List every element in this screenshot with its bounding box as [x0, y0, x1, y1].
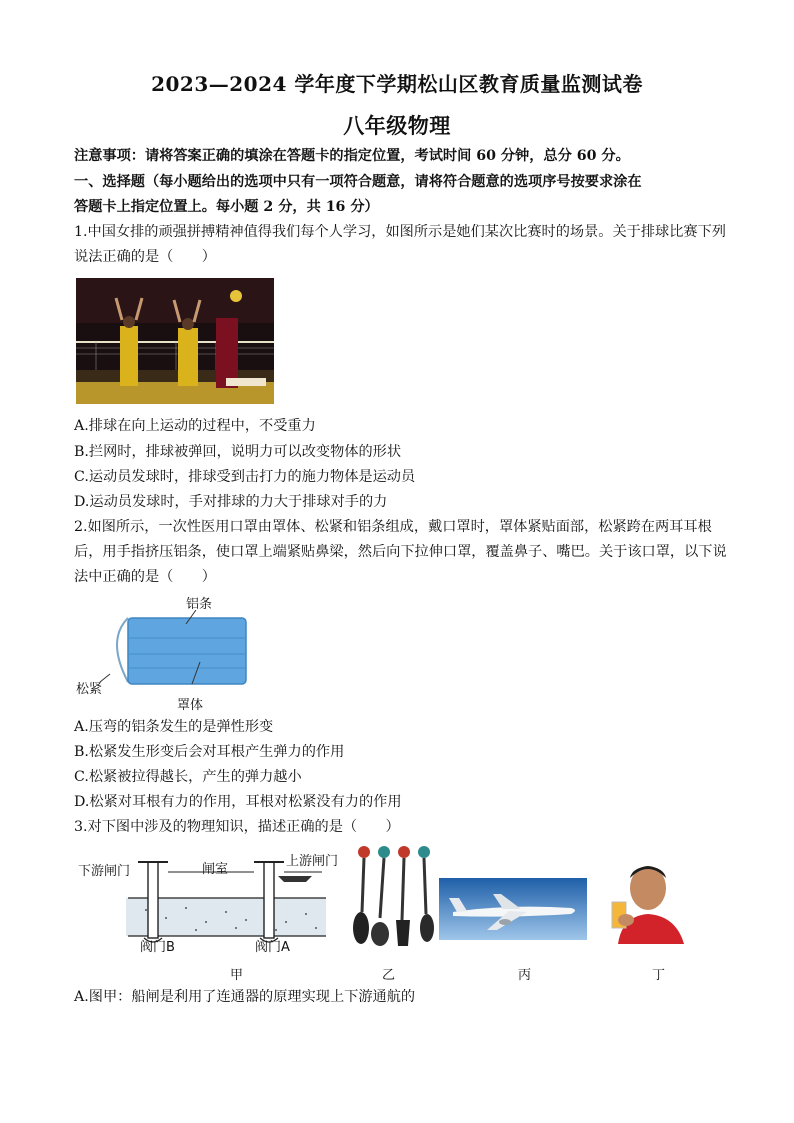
q2-option-d: D.松紧对耳根有力的作用，耳根对松紧没有力的作用 — [74, 794, 402, 810]
volleyball-photo — [76, 278, 274, 404]
q3-option-a: A.图甲：船闸是利用了连通器的原理实现上下游通航的 — [74, 989, 416, 1005]
exam-title: 2023—2024 学年度下学期松山区教育质量监测试卷 — [151, 72, 643, 96]
q2-option-c: C.松紧被拉得越长，产生的弹力越小 — [74, 769, 302, 785]
label-mask-body: 罩体 — [177, 698, 204, 713]
notice-text: 注意事项：请将答案正确的填涂在答题卡的指定位置，考试时间 60 分钟，总分 60 分。 — [74, 148, 630, 164]
label-downstream-gate: 下游闸门 — [78, 864, 131, 879]
q3-stem: 3.对下图中涉及的物理知识，描述正确的是（ ） — [74, 819, 400, 835]
label-valve-a: 阀门A — [255, 940, 290, 955]
q2-stem-line3: 法中正确的是（ ） — [74, 569, 216, 585]
caption-bing: 丙 — [518, 968, 532, 983]
section1-heading-line1: 一、选择题（每小题给出的选项中只有一项符合题意，请将符合题意的选项序号按要求涂在 — [74, 174, 642, 190]
kitchen-utensils-image — [352, 842, 436, 954]
caption-ding: 丁 — [652, 968, 666, 983]
airplane-photo — [439, 878, 587, 940]
q1-stem-line1: 1.中国女排的顽强拼搏精神值得我们每个人学习，如图所示是她们某次比赛时的场景。关于排球比赛下列 — [74, 224, 726, 240]
label-aluminum-strip: 铝条 — [186, 597, 213, 612]
label-lock-chamber: 闸室 — [202, 862, 229, 877]
q2-option-b: B.松紧发生形变后会对耳根产生弹力的作用 — [74, 744, 345, 760]
caption-jia: 甲 — [230, 968, 244, 983]
boy-drinking-photo — [604, 858, 690, 944]
q1-option-b: B.拦网时，排球被弹回，说明力可以改变物体的形状 — [74, 444, 402, 460]
exam-subtitle: 八年级物理 — [343, 113, 451, 138]
q1-option-c: C.运动员发球时，排球受到击打力的施力物体是运动员 — [74, 469, 416, 485]
label-upstream-gate: 上游闸门 — [286, 854, 339, 869]
q2-stem-line2: 后，用手指挤压铝条，使口罩上端紧贴鼻梁，然后向下拉伸口罩，覆盖鼻子、嘴巴。关于该口罩，以下说 — [74, 544, 727, 560]
face-mask-figure — [96, 610, 252, 690]
label-valve-b: 阀门B — [140, 940, 175, 955]
section1-heading-line2: 答题卡上指定位置上。每小题 2 分，共 16 分） — [74, 199, 379, 215]
label-elastic: 松紧 — [76, 682, 103, 697]
q2-stem-line1: 2.如图所示，一次性医用口罩由罩体、松紧和铝条组成，戴口罩时，罩体紧贴面部，松紧跨在两耳耳根 — [74, 519, 712, 535]
q1-option-d: D.运动员发球时，手对排球的力大于排球对手的力 — [74, 494, 388, 510]
q1-option-a: A.排球在向上运动的过程中，不受重力 — [74, 418, 316, 434]
caption-yi: 乙 — [382, 968, 396, 983]
q2-option-a: A.压弯的铝条发生的是弹性形变 — [74, 719, 274, 735]
q1-stem-line2: 说法正确的是（ ） — [74, 249, 216, 265]
